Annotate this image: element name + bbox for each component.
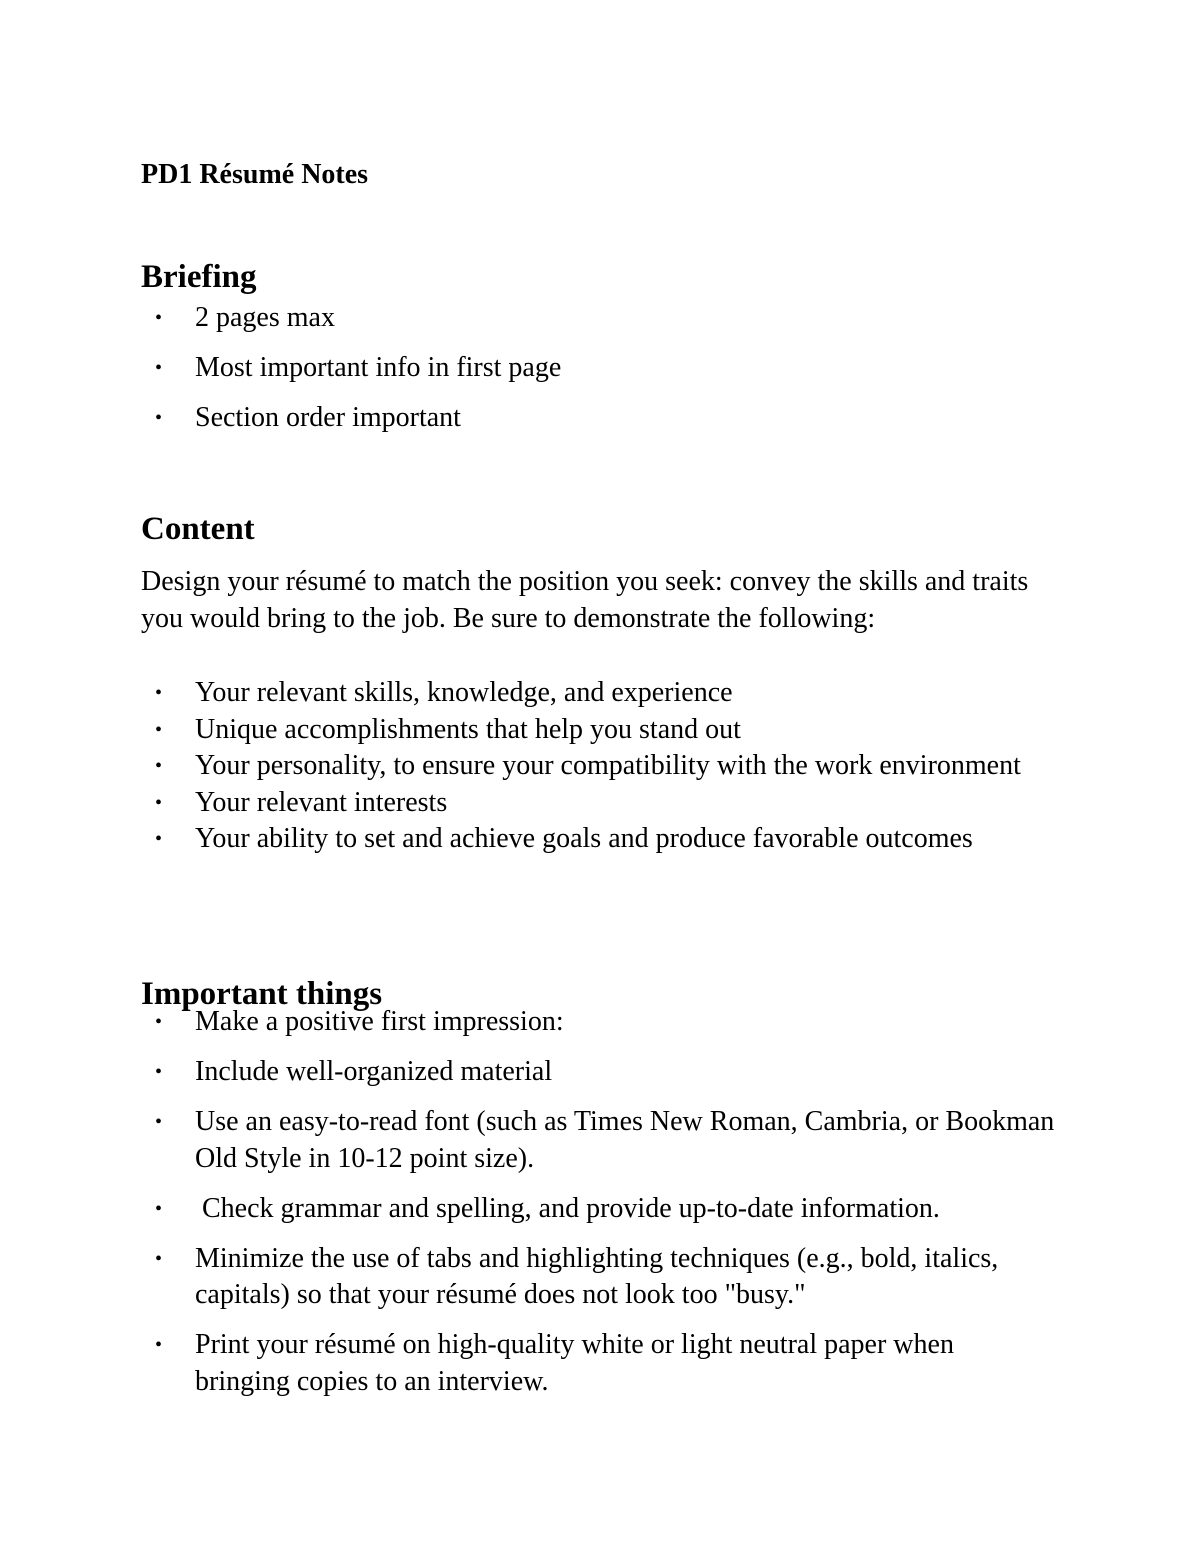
list-item-text: Make a positive first impression: bbox=[195, 1006, 564, 1037]
list-item bbox=[0, 1054, 1055, 1091]
list-item bbox=[0, 1004, 1055, 1041]
bullet-icon: • bbox=[155, 755, 163, 777]
list-item-text: Most important info in first page bbox=[195, 352, 562, 383]
content-heading: Content bbox=[141, 511, 255, 547]
list-item bbox=[0, 300, 1055, 337]
list-item bbox=[0, 785, 1055, 822]
list-item bbox=[0, 1241, 1055, 1314]
list-item-text: Unique accomplishments that help you stand out bbox=[195, 713, 741, 745]
list-item bbox=[0, 821, 1055, 858]
bullet-icon: • bbox=[155, 307, 163, 329]
list-item-text: Check grammar and spelling, and provide up-to-date information. bbox=[195, 1192, 940, 1224]
list-item-text: Use an easy-to-read font (such as Times New Roman, Cambria, or Bookman Old Style in 10-12 point size). bbox=[195, 1106, 1055, 1174]
list-item-text: Section order important bbox=[195, 402, 461, 433]
bullet-icon: • bbox=[155, 682, 163, 704]
bullet-icon: • bbox=[155, 718, 163, 741]
list-item-text: Your relevant interests bbox=[195, 786, 448, 818]
list-item bbox=[0, 748, 1055, 785]
briefing-list bbox=[0, 300, 1055, 450]
list-item bbox=[0, 400, 1055, 437]
bullet-icon: • bbox=[155, 828, 163, 850]
bullet-icon: • bbox=[155, 791, 163, 814]
bullet-icon: • bbox=[155, 357, 163, 379]
list-item bbox=[0, 1104, 1055, 1177]
list-item bbox=[0, 1327, 1055, 1400]
list-item-text: Your ability to set and achieve goals and produce favorable outcomes bbox=[195, 823, 973, 854]
bullet-icon: • bbox=[155, 1061, 163, 1083]
list-item-text: Print your résumé on high-quality white or light neutral paper when bringing copies to an interview. bbox=[195, 1329, 954, 1397]
bullet-icon: • bbox=[155, 1111, 163, 1133]
bullet-icon: • bbox=[155, 1334, 163, 1356]
list-item bbox=[0, 712, 1055, 749]
content-paragraph: Design your résumé to match the position you seek: convey the skills and traits you would bring to the job. Be sure to demonstrate the following: bbox=[141, 566, 1029, 634]
list-item-text: Your personality, to ensure your compatibility with the work environment bbox=[195, 750, 1021, 781]
list-item-text: Minimize the use of tabs and highlighting techniques (e.g., bold, italics, capitals) so that your résumé does not look too "busy." bbox=[195, 1242, 999, 1310]
bullet-icon: • bbox=[155, 407, 163, 429]
list-item-text: Your relevant skills, knowledge, and experience bbox=[195, 677, 733, 708]
bullet-icon: • bbox=[155, 1011, 163, 1033]
document-title: PD1 Résumé Notes bbox=[141, 159, 369, 190]
bullet-icon: • bbox=[155, 1197, 163, 1220]
list-item bbox=[0, 1191, 1055, 1228]
bullet-icon: • bbox=[155, 1247, 163, 1270]
list-item-text: Include well-organized material bbox=[195, 1056, 553, 1087]
important-list bbox=[0, 1004, 1055, 1414]
content-list bbox=[0, 675, 1055, 858]
important-heading: Important things bbox=[141, 976, 383, 1012]
briefing-heading: Briefing bbox=[141, 259, 257, 295]
list-item bbox=[0, 350, 1055, 387]
list-item bbox=[0, 675, 1055, 712]
list-item-text: 2 pages max bbox=[195, 302, 335, 333]
